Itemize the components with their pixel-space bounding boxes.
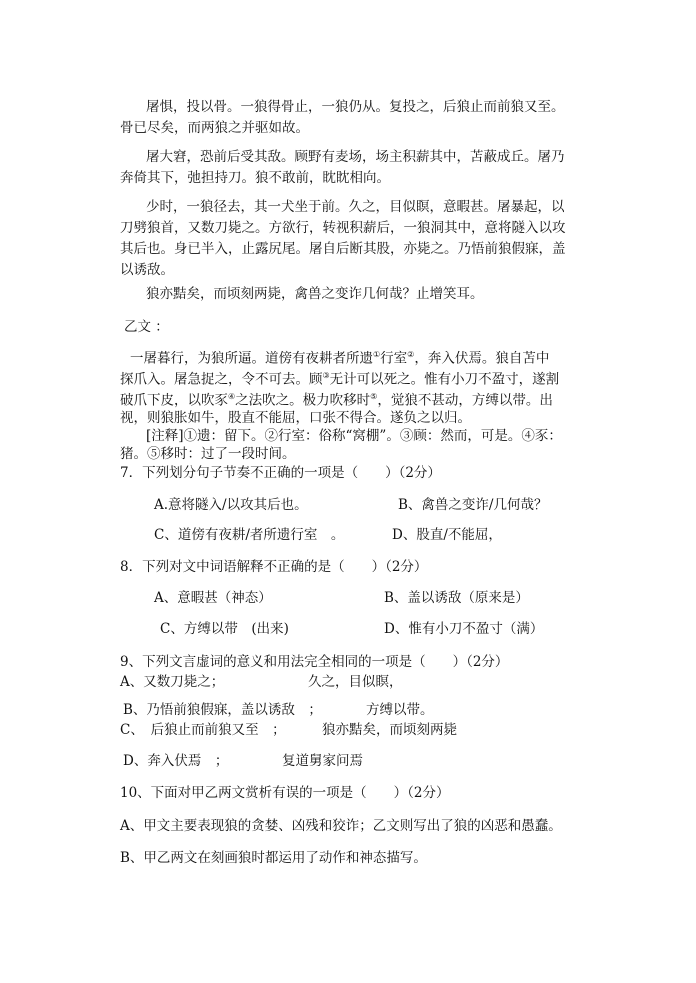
jia-p3-line1: 少时，一狼径去，其一犬坐于前。久之，目似瞑，意暇甚。屠暴起，以 <box>146 199 565 215</box>
jia-p3-line2: 刀劈狼首，又数刀毙之。方欲行，转视积薪后，一狼洞其中，意将隧入以攻 <box>120 220 566 236</box>
jia-p4-line1: 狼亦黠矣，而顷刻两毙，禽兽之变诈几何哉？止增笑耳。 <box>146 286 484 302</box>
q7-option-c: C、道傍有夜耕/者所遗行室 。 <box>154 527 345 543</box>
q9-option-b-right: 方缚以带。 <box>366 702 434 718</box>
jia-p2-line1: 屠大窘，恐前后受其敌。顾野有麦场，场主积薪其中，苫蔽成丘。屠乃 <box>146 149 565 165</box>
yi-notes-line2: 猪。⑤移时：过了一段时间。 <box>120 446 296 462</box>
jia-p3-line3: 其后也。身已半入，止露尻尾。屠自后断其股，亦毙之。乃悟前狼假寐，盖 <box>120 241 566 257</box>
footnote-mark-5: ⑤ <box>370 392 378 401</box>
footnote-mark-2: ② <box>407 350 415 359</box>
q9-option-d-left: D、奔入伏焉 ； <box>123 753 229 769</box>
q9-option-c-left: C、 后狼止而前狼又至 ； <box>120 722 286 738</box>
q8-option-a: A、意暇甚（神态） <box>154 590 272 606</box>
q10-option-a: A、甲文主要表现狼的贪婪、凶残和狡诈；乙文则写出了狼的凶恶和愚蠢。 <box>120 818 562 834</box>
jia-p1-line1: 屠惧，投以骨。一狼得骨止，一狼仍从。复投之，后狼止而前狼又至。 <box>146 99 565 115</box>
question-8: 8．下列对文中词语解释不正确的是（ ）（2分） <box>120 559 428 575</box>
footnote-mark-1: ① <box>373 350 381 359</box>
yi-line2-b: 无计可以死之。惟有小刀不盈寸，遂割 <box>329 371 560 388</box>
footnote-mark-3: ③ <box>322 371 330 380</box>
footnote-mark-4: ④ <box>228 392 236 401</box>
q9-option-c-right: 狼亦黠矣，而顷刻两毙 <box>322 722 457 738</box>
q7-option-a: A.意将隧入/以攻其后也。 <box>154 497 308 513</box>
yi-line3-b: 之法吹之。极力吹移时 <box>235 392 371 409</box>
jia-p1-line2: 骨已尽矣，而两狼之并驱如故。 <box>120 120 309 136</box>
q9-option-a-left: A、又数刀毙之； <box>120 674 225 690</box>
jia-p2-line2: 奔倚其下，弛担持刀。狼不敢前，眈眈相向。 <box>120 170 390 186</box>
q9-option-d-right: 复道舅家问焉 <box>282 753 363 769</box>
q8-option-d: D、惟有小刀不盈寸（满） <box>384 621 544 637</box>
q10-option-b: B、甲乙两文在刻画狼时都运用了动作和神态描写。 <box>120 850 427 866</box>
q8-option-b: B、盖以诱敌（原来是） <box>384 590 529 606</box>
question-10: 10、下面对甲乙两文赏析有误的一项是（ ）（2分） <box>120 785 450 801</box>
yi-line1-a: 一屠暮行，为狼所逼。道傍有夜耕者所遗 <box>130 350 373 367</box>
q9-option-b-left: B、乃悟前狼假寐，盖以诱敌 ； <box>123 702 322 718</box>
jia-p3-line4: 以诱敌。 <box>120 262 174 278</box>
yi-line1-c: ，奔入伏焉。狼自苫中 <box>414 350 550 367</box>
yi-line1-b: 行室 <box>380 350 408 367</box>
q8-option-c: C、方缚以带 (出来) <box>160 621 289 637</box>
yi-line2-a: 探爪入。屠急捉之，令不可去。顾 <box>120 371 323 388</box>
yi-line3-c: ，觉狼不甚动，方缚以带。出 <box>377 392 553 409</box>
yi-line3-a: 破爪下皮，以吹豕 <box>120 392 228 409</box>
yi-line4: 视，则狼胀如牛，股直不能屈，口张不得合。遂负之以归。 <box>120 410 471 426</box>
yi-label: 乙文 ： <box>124 319 169 335</box>
question-7: 7．下列划分句子节奏不正确的一项是（ ）（2分） <box>120 465 441 481</box>
q7-option-d: D、股直/不能屈， <box>392 527 502 543</box>
q9-option-a-right: 久之，目似瞑， <box>308 674 403 690</box>
question-9: 9、下列文言虚词的意义和用法完全相同的一项是（ ）（2分） <box>120 654 509 670</box>
q7-option-b: B、禽兽之变诈/几何哉？ <box>398 497 548 513</box>
yi-notes-line1: [注释]①遗：留下。②行室：俗称“窝棚”。③顾：然而，可是。④豕： <box>146 428 562 444</box>
